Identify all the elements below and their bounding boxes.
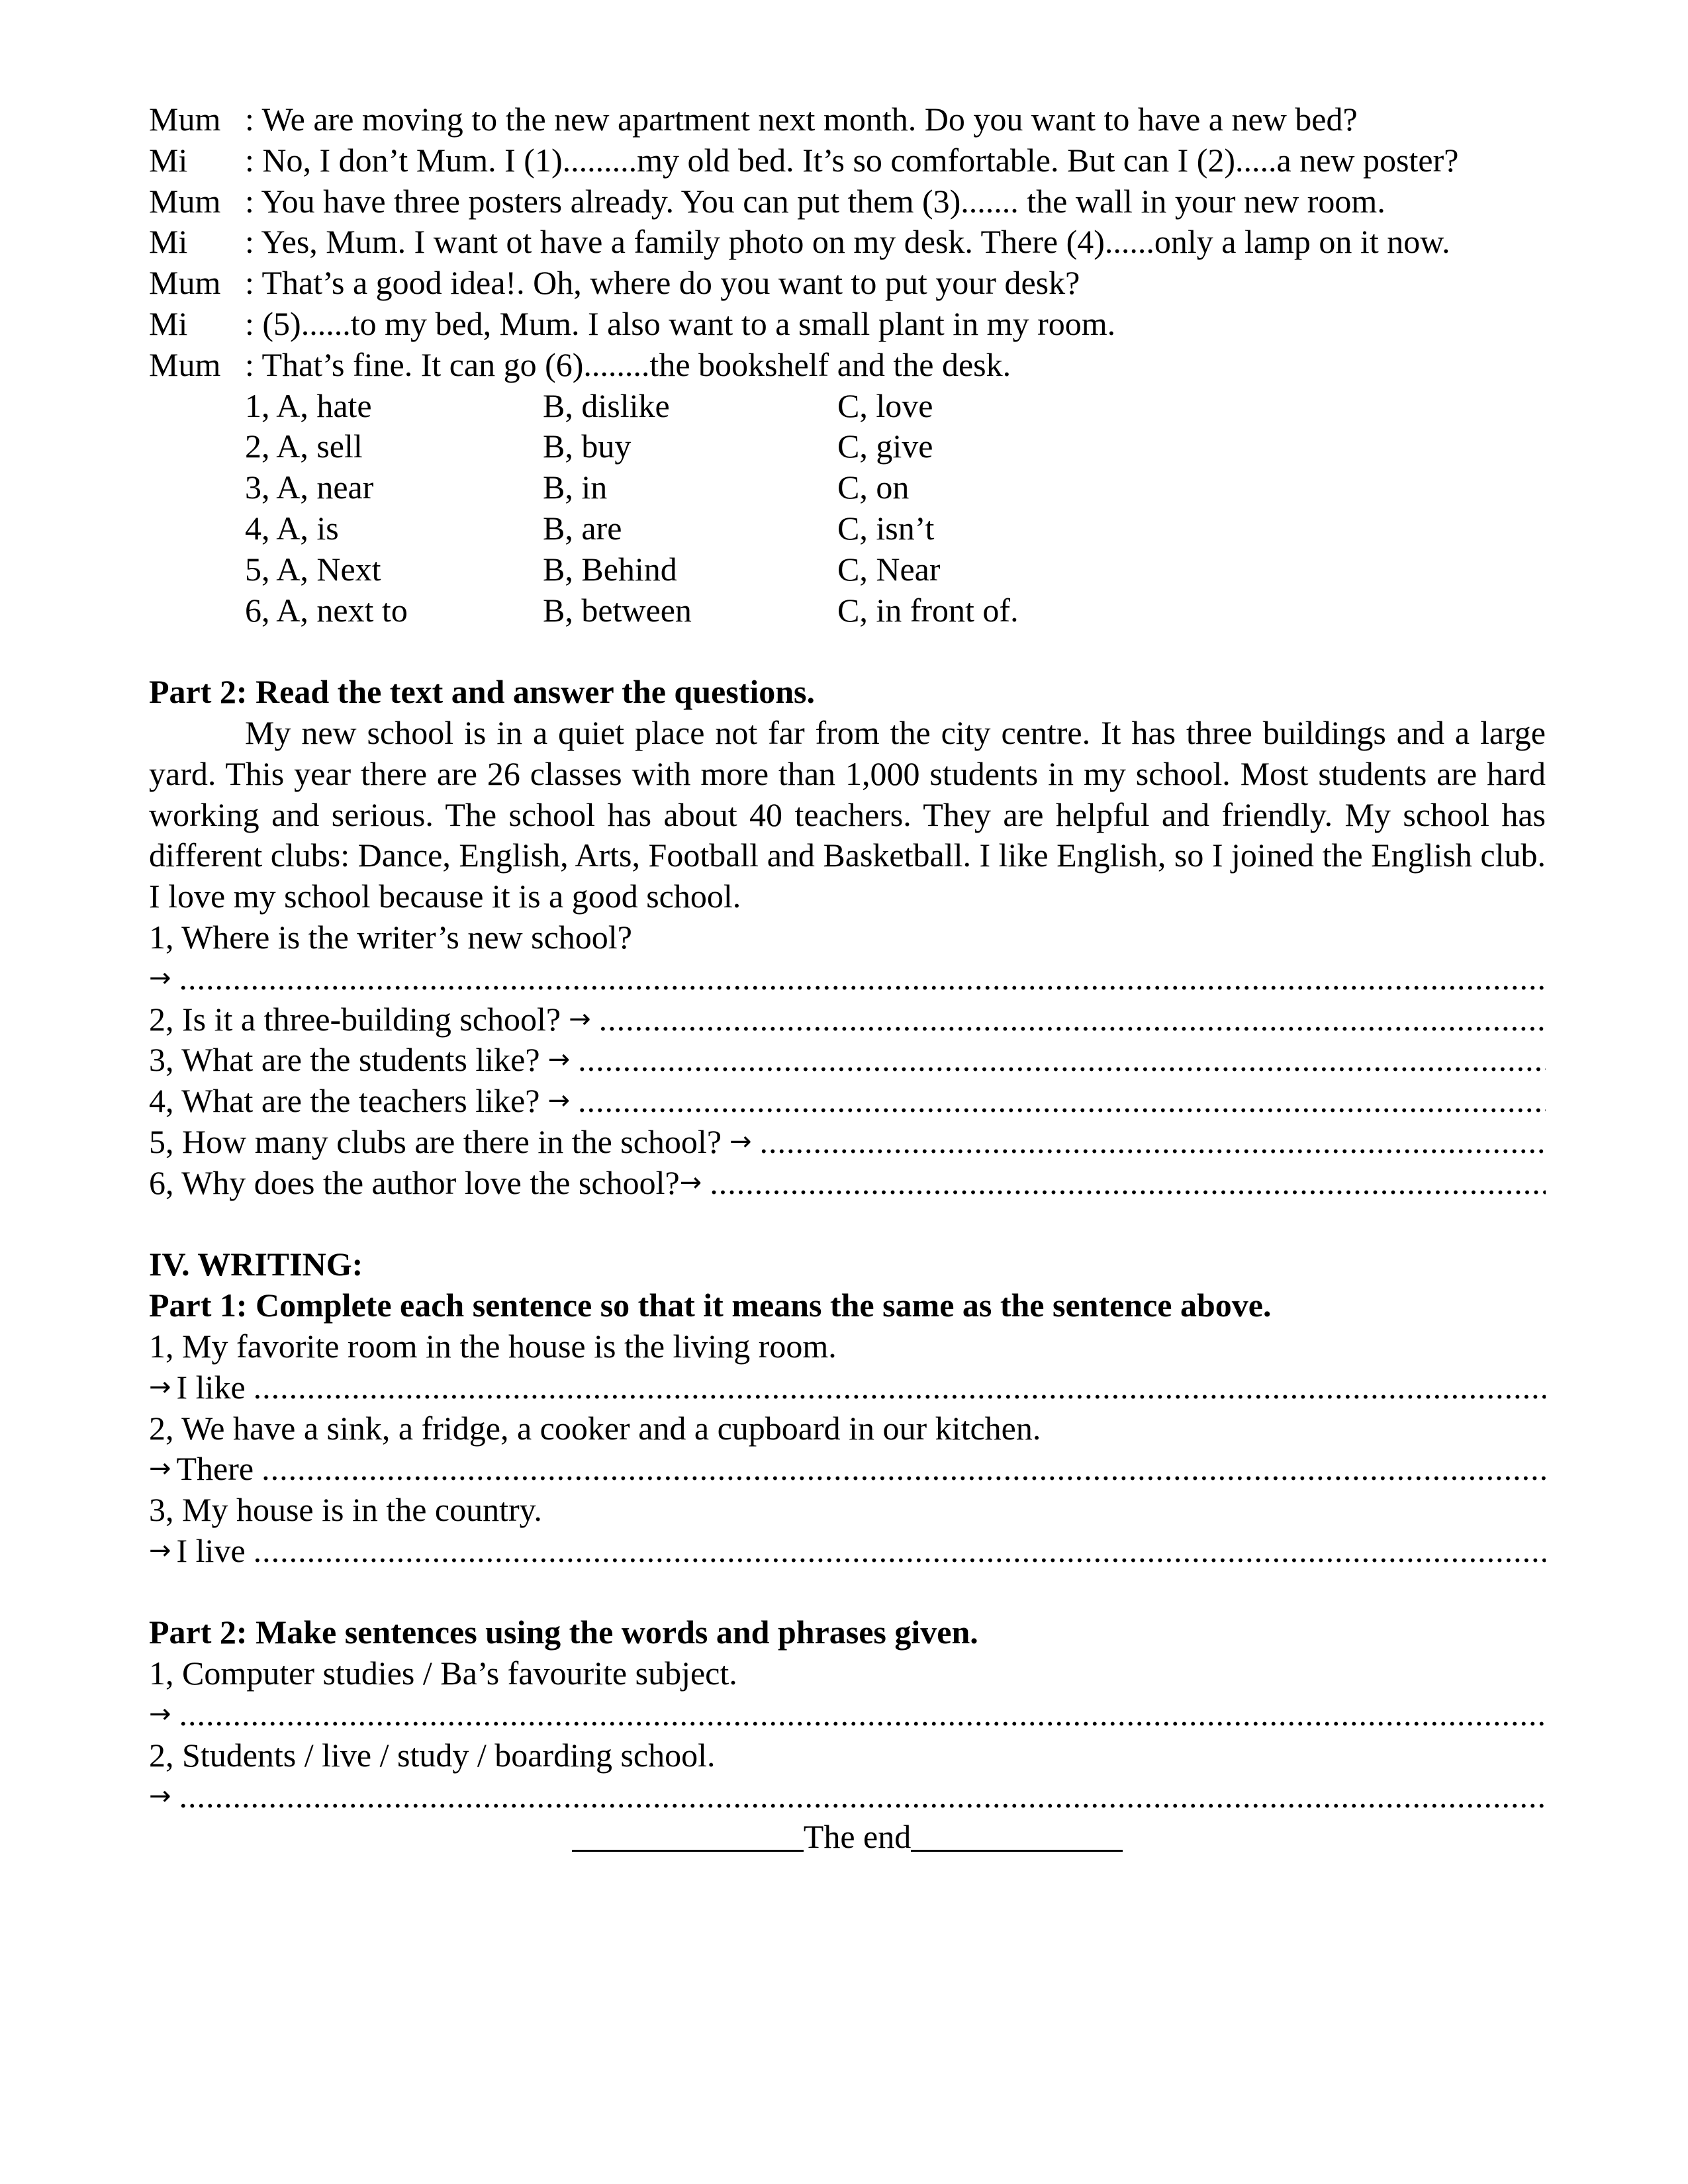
sentence-answer-line[interactable] <box>149 1776 1546 1817</box>
answer-blank[interactable] <box>179 1694 1546 1735</box>
question-text: 5, How many clubs are there in the school? <box>149 1122 722 1160</box>
answer-blank[interactable] <box>710 1163 1546 1204</box>
speaker: Mi <box>149 304 188 342</box>
arrow-icon: → <box>149 1699 171 1730</box>
arrow-icon: → <box>149 1780 171 1811</box>
arrow-icon: → <box>149 1453 171 1484</box>
answer-line-1[interactable] <box>149 958 1546 999</box>
rewrite-question: 3, My house is in the country. <box>149 1491 542 1529</box>
option-a: 3, A, near <box>245 469 374 506</box>
rewrite-answer-line[interactable] <box>149 1449 1546 1490</box>
answer-blank[interactable] <box>179 958 1546 999</box>
answer-line-5[interactable] <box>149 1122 1546 1163</box>
rewrite-answer-line[interactable] <box>149 1367 1546 1408</box>
utterance: : That’s fine. It can go (6)........the bookshelf and the desk. <box>245 345 1011 383</box>
option-b: B, Behind <box>543 550 677 588</box>
dialogue-line <box>149 345 1546 386</box>
arrow-icon: → <box>547 1044 571 1075</box>
dialogue-line <box>149 181 1546 222</box>
answer-blank[interactable] <box>254 1367 1546 1408</box>
dialogue-line <box>149 263 1546 304</box>
utterance: : You have three posters already. You can put them (3)....... the wall in your new room. <box>245 182 1385 220</box>
option-a: 5, A, Next <box>245 550 381 588</box>
arrow-icon: → <box>149 1535 171 1566</box>
question-text: 2, Is it a three-building school? <box>149 1000 561 1038</box>
speaker: Mum <box>149 345 221 383</box>
speaker: Mum <box>149 182 221 220</box>
passage-text: My new school is in a quiet place not far from the city centre. It has three buildings and a large yard. This year there are 26 classes with more than 1,000 students in my school. Most students are hard working and serious. The school has about 40 teachers. They are helpful and friendly. My school has different clubs: Dance, English, Arts, Football and Basketball. I like English, so I joined the English club. I love my school because it is a good school. <box>149 713 1546 915</box>
option-c: C, love <box>837 387 933 424</box>
answer-blank[interactable] <box>254 1531 1546 1572</box>
dialogue-line <box>149 140 1546 181</box>
option-a: 4, A, is <box>245 509 339 547</box>
answer-blank[interactable] <box>760 1122 1546 1163</box>
answer-blank[interactable] <box>578 1040 1546 1081</box>
answer-blank[interactable] <box>179 1776 1546 1817</box>
option-c: C, Near <box>837 550 941 588</box>
speaker: Mum <box>149 101 221 138</box>
cue-words: 2, Students / live / study / boarding school. <box>149 1736 716 1774</box>
question-1: 1, Where is the writer’s new school? <box>149 918 632 956</box>
writing-part2-heading: Part 2: Make sentences using the words and phrases given. <box>149 1614 978 1651</box>
worksheet-page <box>149 99 1546 1858</box>
option-a: 2, A, sell <box>245 428 363 465</box>
utterance: : That’s a good idea!. Oh, where do you want to put your desk? <box>245 264 1080 302</box>
option-c: C, isn’t <box>837 509 935 547</box>
utterance: : (5)......to my bed, Mum. I also want to a small plant in my room. <box>245 304 1116 342</box>
dialogue-line <box>149 99 1546 140</box>
utterance: : We are moving to the new apartment next month. Do you want to have a new bed? <box>245 101 1358 138</box>
rewrite-question: 2, We have a sink, a fridge, a cooker and a cupboard in our kitchen. <box>149 1409 1041 1447</box>
question-text: 4, What are the teachers like? <box>149 1082 540 1120</box>
cue-words: 1, Computer studies / Ba’s favourite subject. <box>149 1655 737 1692</box>
end-text: The end <box>803 1818 912 1856</box>
speaker: Mi <box>149 141 188 179</box>
answer-options <box>149 386 1546 631</box>
speaker: Mum <box>149 264 221 302</box>
rewrite-question: 1, My favorite room in the house is the living room. <box>149 1327 837 1365</box>
question-text: 6, Why does the author love the school? <box>149 1163 680 1201</box>
option-b: B, between <box>543 591 692 629</box>
option-b: B, are <box>543 509 622 547</box>
answer-line-3[interactable] <box>149 1040 1546 1081</box>
rewrite-answer-line[interactable] <box>149 1531 1546 1572</box>
writing-part1-heading: Part 1: Complete each sentence so that it means the same as the sentence above. <box>149 1287 1272 1324</box>
answer-blank[interactable] <box>261 1449 1546 1490</box>
sentence-answer-line[interactable] <box>149 1694 1546 1735</box>
writing-title: IV. WRITING: <box>149 1246 363 1283</box>
answer-line-2[interactable] <box>149 999 1546 1040</box>
sentence-start: I like <box>176 1368 246 1406</box>
answer-line-6[interactable] <box>149 1163 1546 1204</box>
arrow-icon: → <box>149 962 171 993</box>
arrow-icon: → <box>679 1167 702 1198</box>
sentence-start: I live <box>176 1531 246 1569</box>
option-c: C, give <box>837 428 933 465</box>
divider <box>911 1850 1123 1852</box>
reading-passage <box>149 713 1546 917</box>
answer-blank[interactable] <box>578 1081 1546 1122</box>
utterance: : No, I don’t Mum. I (1).........my old bed. It’s so comfortable. But can I (2).....a new poster? <box>245 141 1459 179</box>
arrow-icon: → <box>149 1371 171 1402</box>
arrow-icon: → <box>547 1085 570 1116</box>
speaker: Mi <box>149 223 188 261</box>
option-a: 6, A, next to <box>245 591 408 629</box>
reading-heading: Part 2: Read the text and answer the questions. <box>149 673 815 711</box>
arrow-icon: → <box>729 1126 752 1157</box>
option-b: B, dislike <box>543 387 670 424</box>
divider <box>572 1850 804 1852</box>
dialogue <box>149 99 1546 386</box>
option-c: C, on <box>837 469 910 506</box>
utterance: : Yes, Mum. I want ot have a family photo on my desk. There (4)......only a lamp on it now. <box>245 223 1450 261</box>
dialogue-line <box>149 222 1546 263</box>
arrow-icon: → <box>569 1003 591 1034</box>
answer-line-4[interactable] <box>149 1081 1546 1122</box>
option-b: B, in <box>543 469 608 506</box>
end-marker <box>149 1817 1546 1858</box>
answer-blank[interactable] <box>599 999 1546 1040</box>
option-b: B, buy <box>543 428 632 465</box>
dialogue-line <box>149 304 1546 345</box>
option-a: 1, A, hate <box>245 387 372 424</box>
sentence-start: There <box>176 1450 254 1488</box>
question-text: 3, What are the students like? <box>149 1041 540 1079</box>
option-c: C, in front of. <box>837 591 1019 629</box>
